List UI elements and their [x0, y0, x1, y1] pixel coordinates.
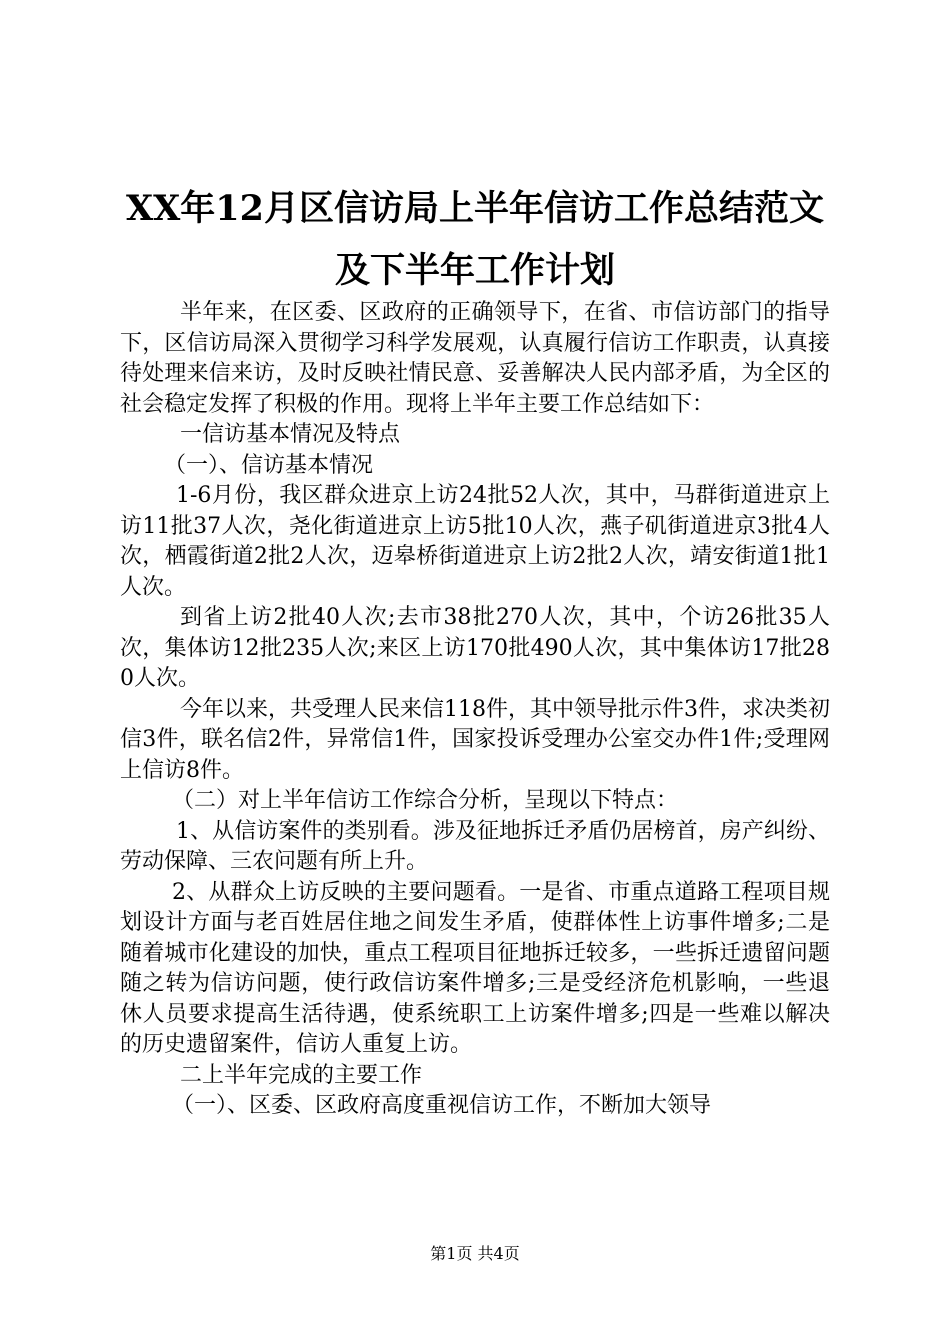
paragraph-letters: 今年以来，共受理人民来信118件，其中领导批示件3件，求决类初信3件，联名信2件，异常信1件，国家投诉受理办公室交办件1件;受理网上信访8件。 — [120, 696, 830, 783]
subsection-heading-2-1: （一）、区委、区政府高度重视信访工作，不断加大领导 — [172, 1093, 712, 1118]
paragraph-province-visits: 到省上访2批40人次;去市38批270人次，其中，个访26批35人次，集体访12批235人次;来区上访170批490人次，其中集体访17批280人次。 — [120, 605, 830, 691]
document-title-line-1: XX年12月区信访局上半年信访工作总结范文 — [125, 188, 825, 229]
paragraph-intro: 半年来，在区委、区政府的正确领导下，在省、市信访部门的指导下，区信访局深入贯彻学习科学发展观，认真履行信访工作职责，认真接待处理来信来访，及时反映社情民意、妥善解决人民内部矛盾，为全区的社会稳定发挥了积极的作用。现将上半年主要工作总结如下： — [120, 300, 830, 417]
paragraph-feature-1: 1、从信访案件的类别看。涉及征地拆迁矛盾仍居榜首，房产纠纷、劳动保障、三农问题有所上升。 — [120, 818, 830, 874]
subsection-heading-1-1: （一）、信访基本情况 — [164, 452, 374, 478]
section-heading-2: 二上半年完成的主要工作 — [180, 1062, 423, 1088]
document-body — [120, 298, 830, 1122]
section-heading-1: 一信访基本情况及特点 — [180, 422, 401, 447]
paragraph-beijing-visits: 1-6月份，我区群众进京上访24批52人次，其中，马群街道进京上访11批37人次，尧化街道进京上访5批10人次，燕子矶街道进京3批4人次，栖霞街道2批2人次，迈皋桥街道进京上访2批2人次，靖安街道1批1人次。 — [120, 483, 830, 600]
document-title-line-2: 及下半年工作计划 — [334, 250, 615, 291]
paragraph-feature-2: 2、从群众上访反映的主要问题看。一是省、市重点道路工程项目规划设计方面与老百姓居住地之间发生矛盾，使群体性上访事件增多;二是随着城市化建设的加快，重点工程项目征地拆迁较多，一些拆迁遗留问题随之转为信访问题，使行政信访案件增多;三是受经济危机影响，一些退休人员要求提高生活待遇，使系统职工上访案件增多;四是一些难以解决的历史遗留案件，信访人重复上访。 — [120, 879, 830, 1057]
subsection-heading-1-2: （二）对上半年信访工作综合分析，呈现以下特点： — [172, 788, 679, 813]
page-footer: 第1页 共4页 — [430, 1244, 520, 1263]
